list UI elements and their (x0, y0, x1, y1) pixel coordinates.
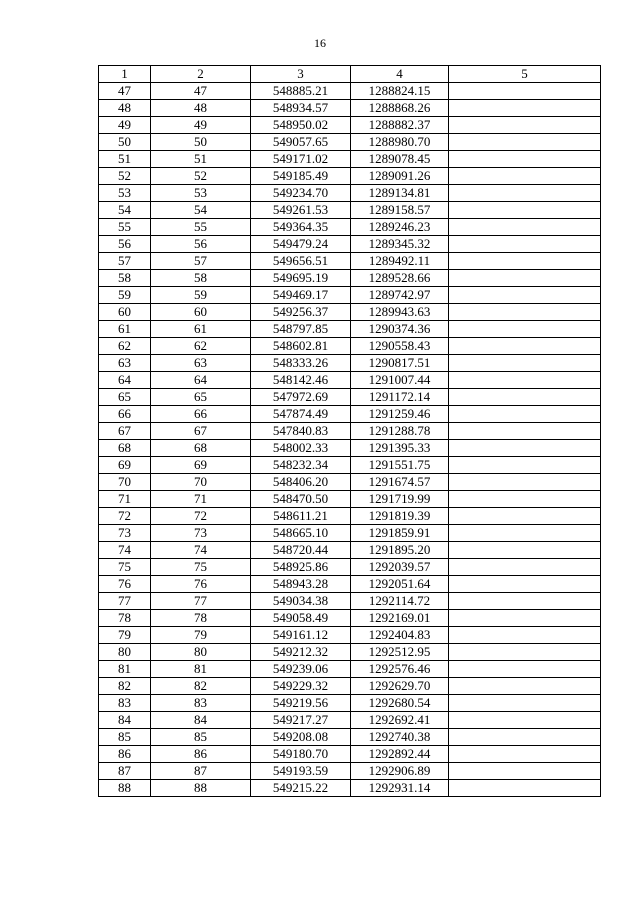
table-cell-col-4: 1289742.97 (351, 287, 449, 304)
table-cell-col-2: 51 (151, 151, 251, 168)
table-cell-col-3: 548925.86 (251, 559, 351, 576)
table-row (99, 304, 601, 321)
table-cell-col-5 (449, 253, 601, 270)
table-cell-col-5 (449, 321, 601, 338)
table-cell-col-1: 56 (99, 236, 151, 253)
table-cell-col-2: 83 (151, 695, 251, 712)
table-cell-col-5 (449, 695, 601, 712)
table-cell-col-1: 68 (99, 440, 151, 457)
table-cell-col-4: 1291288.78 (351, 423, 449, 440)
table-cell-col-1: 85 (99, 729, 151, 746)
table-cell-col-1: 88 (99, 780, 151, 797)
table-cell-col-1: 54 (99, 202, 151, 219)
table-cell-col-3: 548950.02 (251, 117, 351, 134)
table-cell-col-5 (449, 746, 601, 763)
table-cell-col-3: 549215.22 (251, 780, 351, 797)
table-cell-col-4: 1288824.15 (351, 83, 449, 100)
table-cell-col-4: 1291007.44 (351, 372, 449, 389)
table-cell-col-4: 1292680.54 (351, 695, 449, 712)
table-cell-col-2: 62 (151, 338, 251, 355)
table-cell-col-5 (449, 117, 601, 134)
table-cell-col-1: 76 (99, 576, 151, 593)
table-cell-col-1: 63 (99, 355, 151, 372)
table-row (99, 474, 601, 491)
table-cell-col-5 (449, 712, 601, 729)
table-cell-col-2: 71 (151, 491, 251, 508)
table-cell-col-2: 80 (151, 644, 251, 661)
table-cell-col-3: 549656.51 (251, 253, 351, 270)
table-cell-col-4: 1292512.95 (351, 644, 449, 661)
table-row (99, 729, 601, 746)
table-row (99, 712, 601, 729)
table-row (99, 355, 601, 372)
table-cell-col-5 (449, 100, 601, 117)
table-cell-col-2: 60 (151, 304, 251, 321)
table-cell-col-3: 548406.20 (251, 474, 351, 491)
table-cell-col-1: 64 (99, 372, 151, 389)
table-cell-col-4: 1292892.44 (351, 746, 449, 763)
table-row (99, 576, 601, 593)
table-cell-col-5 (449, 236, 601, 253)
table-cell-col-1: 83 (99, 695, 151, 712)
table-row (99, 253, 601, 270)
table-cell-col-4: 1291172.14 (351, 389, 449, 406)
table-cell-col-5 (449, 355, 601, 372)
table-cell-col-4: 1291719.99 (351, 491, 449, 508)
table-cell-col-2: 64 (151, 372, 251, 389)
table-cell-col-2: 87 (151, 763, 251, 780)
table-cell-col-2: 53 (151, 185, 251, 202)
table-cell-col-3: 549695.19 (251, 270, 351, 287)
table-cell-col-4: 1292169.01 (351, 610, 449, 627)
table-cell-col-1: 60 (99, 304, 151, 321)
table-cell-col-5 (449, 134, 601, 151)
table-row (99, 202, 601, 219)
table-row (99, 270, 601, 287)
table-cell-col-4: 1289345.32 (351, 236, 449, 253)
table-cell-col-3: 549212.32 (251, 644, 351, 661)
table-cell-col-1: 58 (99, 270, 151, 287)
table-cell-col-2: 78 (151, 610, 251, 627)
table-cell-col-1: 84 (99, 712, 151, 729)
table-cell-col-3: 547874.49 (251, 406, 351, 423)
table-cell-col-4: 1292692.41 (351, 712, 449, 729)
table-cell-col-1: 86 (99, 746, 151, 763)
column-header-3: 3 (251, 66, 351, 83)
table-cell-col-2: 85 (151, 729, 251, 746)
table-cell-col-1: 73 (99, 525, 151, 542)
table-row (99, 83, 601, 100)
table-cell-col-5 (449, 185, 601, 202)
table-cell-col-1: 80 (99, 644, 151, 661)
coordinates-table (98, 65, 601, 797)
table-row (99, 763, 601, 780)
column-header-5: 5 (449, 66, 601, 83)
table-cell-col-4: 1291895.20 (351, 542, 449, 559)
table-cell-col-4: 1288868.26 (351, 100, 449, 117)
table-cell-col-2: 69 (151, 457, 251, 474)
table-cell-col-2: 82 (151, 678, 251, 695)
table-cell-col-3: 549256.37 (251, 304, 351, 321)
table-cell-col-3: 549185.49 (251, 168, 351, 185)
table-cell-col-4: 1292039.57 (351, 559, 449, 576)
table-cell-col-2: 52 (151, 168, 251, 185)
table-cell-col-5 (449, 627, 601, 644)
table-cell-col-4: 1291819.39 (351, 508, 449, 525)
table-cell-col-1: 71 (99, 491, 151, 508)
table-cell-col-3: 548797.85 (251, 321, 351, 338)
table-cell-col-4: 1292740.38 (351, 729, 449, 746)
table-cell-col-3: 548333.26 (251, 355, 351, 372)
table-cell-col-5 (449, 780, 601, 797)
table-row (99, 117, 601, 134)
table-cell-col-5 (449, 559, 601, 576)
table-cell-col-1: 51 (99, 151, 151, 168)
table-cell-col-3: 548142.46 (251, 372, 351, 389)
table-row (99, 746, 601, 763)
table-cell-col-4: 1292629.70 (351, 678, 449, 695)
table-cell-col-2: 79 (151, 627, 251, 644)
table-cell-col-1: 75 (99, 559, 151, 576)
table-cell-col-1: 53 (99, 185, 151, 202)
table-cell-col-4: 1289158.57 (351, 202, 449, 219)
table-cell-col-1: 49 (99, 117, 151, 134)
table-cell-col-5 (449, 729, 601, 746)
table-cell-col-5 (449, 440, 601, 457)
table-cell-col-3: 549261.53 (251, 202, 351, 219)
table-cell-col-2: 65 (151, 389, 251, 406)
table-cell-col-2: 58 (151, 270, 251, 287)
table-row (99, 644, 601, 661)
table-cell-col-5 (449, 542, 601, 559)
table-cell-col-3: 548470.50 (251, 491, 351, 508)
table-cell-col-4: 1290374.36 (351, 321, 449, 338)
table-cell-col-2: 48 (151, 100, 251, 117)
table-cell-col-4: 1292114.72 (351, 593, 449, 610)
table-cell-col-1: 79 (99, 627, 151, 644)
table-row (99, 525, 601, 542)
table-body (99, 83, 601, 797)
table-cell-col-3: 549364.35 (251, 219, 351, 236)
table-row (99, 661, 601, 678)
table-cell-col-5 (449, 338, 601, 355)
table-cell-col-3: 549193.59 (251, 763, 351, 780)
table-cell-col-5 (449, 763, 601, 780)
table-cell-col-5 (449, 202, 601, 219)
table-cell-col-1: 78 (99, 610, 151, 627)
table-cell-col-5 (449, 372, 601, 389)
table-row (99, 542, 601, 559)
table-cell-col-4: 1291395.33 (351, 440, 449, 457)
table-row (99, 389, 601, 406)
table-cell-col-3: 548885.21 (251, 83, 351, 100)
table-cell-col-2: 50 (151, 134, 251, 151)
table-cell-col-3: 549219.56 (251, 695, 351, 712)
table-cell-col-3: 548611.21 (251, 508, 351, 525)
table-cell-col-2: 74 (151, 542, 251, 559)
table-cell-col-5 (449, 678, 601, 695)
table-row (99, 168, 601, 185)
table-cell-col-3: 547972.69 (251, 389, 351, 406)
page-number: 16 (314, 36, 326, 50)
table-row (99, 236, 601, 253)
table-cell-col-3: 548602.81 (251, 338, 351, 355)
table-row (99, 338, 601, 355)
table-cell-col-5 (449, 508, 601, 525)
table-cell-col-4: 1288882.37 (351, 117, 449, 134)
table-cell-col-2: 49 (151, 117, 251, 134)
table-row (99, 457, 601, 474)
table-cell-col-5 (449, 525, 601, 542)
table-cell-col-5 (449, 304, 601, 321)
table-cell-col-5 (449, 389, 601, 406)
table-cell-col-4: 1291859.91 (351, 525, 449, 542)
table-row (99, 678, 601, 695)
table-cell-col-2: 67 (151, 423, 251, 440)
table-cell-col-1: 74 (99, 542, 151, 559)
table-row (99, 100, 601, 117)
table-cell-col-1: 48 (99, 100, 151, 117)
table-row (99, 559, 601, 576)
table-cell-col-3: 549180.70 (251, 746, 351, 763)
table-cell-col-1: 70 (99, 474, 151, 491)
table-cell-col-5 (449, 491, 601, 508)
table-cell-col-2: 88 (151, 780, 251, 797)
table-cell-col-3: 549171.02 (251, 151, 351, 168)
table-cell-col-3: 549058.49 (251, 610, 351, 627)
table-cell-col-2: 54 (151, 202, 251, 219)
table-cell-col-3: 548232.34 (251, 457, 351, 474)
table-row (99, 287, 601, 304)
column-header-1: 1 (99, 66, 151, 83)
table-cell-col-4: 1288980.70 (351, 134, 449, 151)
table-cell-col-2: 70 (151, 474, 251, 491)
table-cell-col-4: 1291259.46 (351, 406, 449, 423)
table-cell-col-1: 77 (99, 593, 151, 610)
table-cell-col-4: 1289246.23 (351, 219, 449, 236)
table-row (99, 593, 601, 610)
table-cell-col-2: 77 (151, 593, 251, 610)
table-cell-col-3: 549057.65 (251, 134, 351, 151)
table-cell-col-2: 68 (151, 440, 251, 457)
table-cell-col-5 (449, 661, 601, 678)
table-row (99, 151, 601, 168)
table-cell-col-2: 59 (151, 287, 251, 304)
table-cell-col-5 (449, 644, 601, 661)
table-row (99, 508, 601, 525)
table-cell-col-4: 1289134.81 (351, 185, 449, 202)
table-cell-col-3: 549034.38 (251, 593, 351, 610)
table-cell-col-5 (449, 576, 601, 593)
table-cell-col-4: 1291551.75 (351, 457, 449, 474)
table-cell-col-2: 76 (151, 576, 251, 593)
table-cell-col-5 (449, 151, 601, 168)
column-header-4: 4 (351, 66, 449, 83)
table-cell-col-2: 86 (151, 746, 251, 763)
table-row (99, 321, 601, 338)
table-cell-col-2: 63 (151, 355, 251, 372)
table-cell-col-3: 549161.12 (251, 627, 351, 644)
table-cell-col-5 (449, 168, 601, 185)
table-cell-col-5 (449, 593, 601, 610)
table-cell-col-4: 1291674.57 (351, 474, 449, 491)
column-header-2: 2 (151, 66, 251, 83)
table-cell-col-5 (449, 610, 601, 627)
table-cell-col-4: 1289943.63 (351, 304, 449, 321)
table-cell-col-2: 72 (151, 508, 251, 525)
table-row (99, 423, 601, 440)
table-cell-col-4: 1292404.83 (351, 627, 449, 644)
table-cell-col-1: 52 (99, 168, 151, 185)
table-cell-col-5 (449, 83, 601, 100)
table-cell-col-5 (449, 406, 601, 423)
table-cell-col-3: 548002.33 (251, 440, 351, 457)
table-cell-col-3: 549208.08 (251, 729, 351, 746)
table-cell-col-4: 1292576.46 (351, 661, 449, 678)
table-cell-col-4: 1289091.26 (351, 168, 449, 185)
table-cell-col-5 (449, 270, 601, 287)
table-cell-col-4: 1289528.66 (351, 270, 449, 287)
table-cell-col-3: 548665.10 (251, 525, 351, 542)
table-cell-col-5 (449, 423, 601, 440)
table-cell-col-1: 55 (99, 219, 151, 236)
table-cell-col-2: 57 (151, 253, 251, 270)
table-cell-col-1: 47 (99, 83, 151, 100)
table-cell-col-4: 1292051.64 (351, 576, 449, 593)
table-cell-col-3: 549469.17 (251, 287, 351, 304)
table-cell-col-1: 50 (99, 134, 151, 151)
table-cell-col-3: 549239.06 (251, 661, 351, 678)
table-cell-col-1: 87 (99, 763, 151, 780)
table-cell-col-4: 1292931.14 (351, 780, 449, 797)
table-cell-col-2: 75 (151, 559, 251, 576)
table-cell-col-1: 72 (99, 508, 151, 525)
table-cell-col-2: 55 (151, 219, 251, 236)
table-cell-col-3: 548934.57 (251, 100, 351, 117)
table-cell-col-2: 84 (151, 712, 251, 729)
table-cell-col-4: 1290558.43 (351, 338, 449, 355)
table-cell-col-2: 66 (151, 406, 251, 423)
table-cell-col-1: 81 (99, 661, 151, 678)
table-cell-col-4: 1289492.11 (351, 253, 449, 270)
table-row (99, 219, 601, 236)
table-cell-col-1: 57 (99, 253, 151, 270)
table-row (99, 491, 601, 508)
table-cell-col-2: 61 (151, 321, 251, 338)
table-row (99, 185, 601, 202)
table-cell-col-3: 549234.70 (251, 185, 351, 202)
table-cell-col-1: 62 (99, 338, 151, 355)
table-cell-col-5 (449, 287, 601, 304)
table-row (99, 627, 601, 644)
table-cell-col-4: 1292906.89 (351, 763, 449, 780)
table-cell-col-2: 81 (151, 661, 251, 678)
table-cell-col-1: 69 (99, 457, 151, 474)
table-cell-col-4: 1289078.45 (351, 151, 449, 168)
table-cell-col-4: 1290817.51 (351, 355, 449, 372)
table-cell-col-3: 548720.44 (251, 542, 351, 559)
table-cell-col-2: 73 (151, 525, 251, 542)
table-cell-col-1: 67 (99, 423, 151, 440)
table-cell-col-3: 549229.32 (251, 678, 351, 695)
table-cell-col-1: 59 (99, 287, 151, 304)
table-row (99, 440, 601, 457)
table-cell-col-1: 65 (99, 389, 151, 406)
table-cell-col-2: 56 (151, 236, 251, 253)
table-cell-col-5 (449, 457, 601, 474)
table-cell-col-2: 47 (151, 83, 251, 100)
table-row (99, 406, 601, 423)
table-cell-col-3: 549217.27 (251, 712, 351, 729)
table-cell-col-1: 82 (99, 678, 151, 695)
table-cell-col-5 (449, 219, 601, 236)
table-cell-col-1: 66 (99, 406, 151, 423)
table-row (99, 610, 601, 627)
table-row (99, 134, 601, 151)
table-row (99, 372, 601, 389)
table-cell-col-1: 61 (99, 321, 151, 338)
table-cell-col-3: 549479.24 (251, 236, 351, 253)
table-cell-col-3: 547840.83 (251, 423, 351, 440)
table-cell-col-3: 548943.28 (251, 576, 351, 593)
table-row (99, 695, 601, 712)
table-cell-col-5 (449, 474, 601, 491)
table-header-row (99, 66, 601, 83)
table-row (99, 780, 601, 797)
